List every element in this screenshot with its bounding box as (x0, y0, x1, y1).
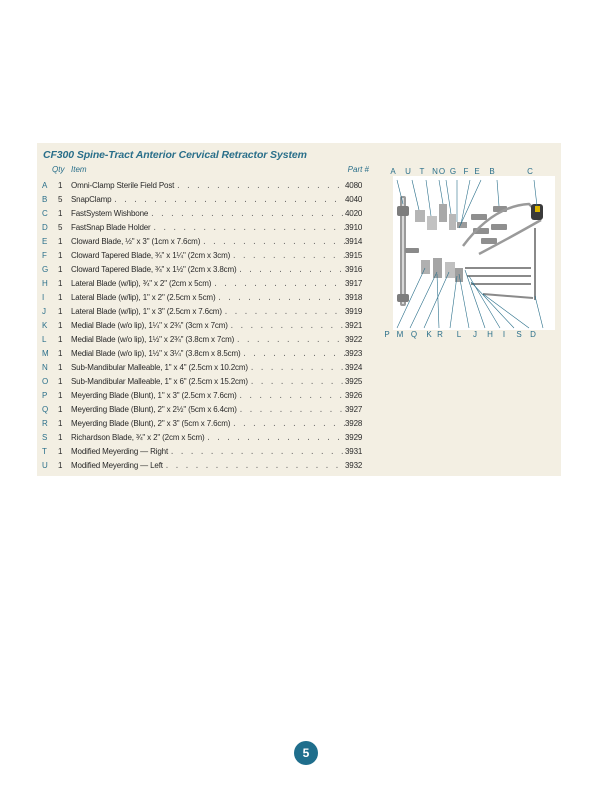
row-letter: I (42, 293, 45, 302)
table-row (37, 417, 369, 431)
table-row (37, 389, 369, 403)
row-item: Sub-Mandibular Malleable, 1" x 4" (2.5cm x 10.2cm) (71, 363, 248, 372)
dot-leader (232, 250, 345, 264)
callout-label: Q (410, 330, 418, 339)
row-part-number: 3918 (345, 293, 363, 302)
row-item: Meyerding Blade (Blunt), 1" x 3" (2.5cm x 7.6cm) (71, 391, 237, 400)
row-item: Meyerding Blade (Blunt), 2" x 3" (5cm x 7.6cm) (71, 419, 231, 428)
row-item: Medial Blade (w/o lip), 1¼" x 2¾" (3cm x 7cm) (71, 321, 228, 330)
callout-label: L (456, 330, 462, 339)
row-description (71, 235, 345, 250)
callout-label: P (384, 330, 390, 339)
table-row (37, 277, 369, 291)
dot-leader (243, 348, 345, 362)
row-part-number: 4080 (345, 181, 363, 190)
row-item: Modified Meyerding — Right (71, 447, 169, 456)
row-part-number: 3914 (345, 237, 363, 246)
row-letter: U (42, 461, 48, 470)
row-letter: M (42, 349, 49, 358)
row-qty: 1 (58, 349, 63, 358)
row-description (71, 249, 345, 264)
row-letter: D (42, 223, 48, 232)
row-description (71, 459, 345, 474)
row-qty: 1 (58, 237, 63, 246)
dot-leader (150, 208, 345, 222)
dot-leader (236, 334, 345, 348)
row-qty: 1 (58, 251, 63, 260)
row-description (71, 417, 345, 432)
dot-leader (239, 390, 345, 404)
row-qty: 1 (58, 433, 63, 442)
row-item: Omni-Clamp Sterile Field Post (71, 181, 175, 190)
table-row (37, 347, 369, 361)
row-description (71, 319, 345, 334)
callout-label: E (474, 167, 480, 176)
dot-leader (202, 236, 345, 250)
row-description (71, 347, 345, 362)
row-item: Modified Meyerding — Left (71, 461, 163, 470)
row-qty: 1 (58, 377, 63, 386)
row-letter: Q (42, 405, 49, 414)
row-description (71, 263, 345, 278)
row-part-number: 3916 (345, 265, 363, 274)
system-title: CF300 Spine-Tract Anterior Cervical Retractor System (43, 149, 307, 161)
row-item: Richardson Blade, ¾" x 2" (2cm x 5cm) (71, 433, 205, 442)
table-row (37, 375, 369, 389)
item-header: Item (71, 165, 87, 174)
row-part-number: 3931 (345, 447, 363, 456)
row-part-number: 3928 (345, 419, 363, 428)
table-row (37, 249, 369, 263)
table-row (37, 263, 369, 277)
dot-leader (230, 320, 345, 334)
row-letter: N (42, 363, 48, 372)
row-qty: 1 (58, 321, 63, 330)
table-row (37, 291, 369, 305)
dot-leader (224, 306, 345, 320)
row-part-number: 3915 (345, 251, 363, 260)
callout-label: K (426, 330, 432, 339)
row-item: Medial Blade (w/o lip), 1½" x 2¾" (3.8cm x 7cm) (71, 335, 235, 344)
row-part-number: 3922 (345, 335, 363, 344)
row-item: Medial Blade (w/o lip), 1½" x 3¼" (3.8cm x 8.5cm) (71, 349, 241, 358)
callout-label: M (396, 330, 404, 339)
qty-header: Qty (52, 165, 65, 174)
table-row (37, 235, 369, 249)
row-description (71, 305, 345, 320)
row-description (71, 333, 345, 348)
row-description (71, 179, 345, 194)
table-row (37, 179, 369, 193)
row-qty: 1 (58, 279, 63, 288)
row-item: Cloward Tapered Blade, ¾" x 1½" (2cm x 3.8cm) (71, 265, 237, 274)
row-item: Lateral Blade (w/lip), 1" x 2" (2.5cm x 5cm) (71, 293, 216, 302)
dot-leader (113, 194, 345, 208)
row-item: Meyerding Blade (Blunt), 2" x 2½" (5cm x 6.4cm) (71, 405, 237, 414)
row-letter: L (42, 335, 47, 344)
callout-label: F (463, 167, 469, 176)
row-item: Cloward Tapered Blade, ¾" x 1¼" (2cm x 3cm) (71, 251, 231, 260)
row-letter: R (42, 419, 48, 428)
row-qty: 1 (58, 265, 63, 274)
row-qty: 1 (58, 461, 63, 470)
row-description (71, 193, 345, 208)
row-item: Cloward Blade, ½" x 3" (1cm x 7.6cm) (71, 237, 201, 246)
row-letter: T (42, 447, 47, 456)
row-description (71, 375, 345, 390)
callout-label: R (437, 330, 443, 339)
dot-leader (213, 278, 345, 292)
row-part-number: 3910 (345, 223, 363, 232)
row-item: Sub-Mandibular Malleable, 1" x 6" (2.5cm x 15.2cm) (71, 377, 248, 386)
table-row (37, 207, 369, 221)
callout-label: C (527, 167, 533, 176)
part-header: Part # (347, 165, 369, 174)
row-letter: P (42, 391, 48, 400)
row-part-number: 3923 (345, 349, 363, 358)
row-description (71, 389, 345, 404)
table-row (37, 403, 369, 417)
row-qty: 5 (58, 195, 63, 204)
row-letter: H (42, 279, 48, 288)
row-description (71, 207, 345, 222)
row-part-number: 4020 (345, 209, 363, 218)
row-description (71, 431, 345, 446)
row-part-number: 3932 (345, 461, 363, 470)
row-qty: 1 (58, 293, 63, 302)
dot-leader (153, 222, 345, 236)
row-part-number: 3917 (345, 279, 363, 288)
row-part-number: 3929 (345, 433, 363, 442)
callout-label: J (473, 330, 477, 339)
row-part-number: 3926 (345, 391, 363, 400)
row-description (71, 361, 345, 376)
table-row (37, 361, 369, 375)
row-item: Lateral Blade (w/lip), ¾" x 2" (2cm x 5cm) (71, 279, 212, 288)
row-part-number: 4040 (345, 195, 363, 204)
row-part-number: 3921 (345, 321, 363, 330)
row-qty: 1 (58, 447, 63, 456)
row-letter: E (42, 237, 48, 246)
dot-leader (207, 432, 345, 446)
callout-label: I (502, 330, 506, 339)
dot-leader (170, 446, 345, 460)
row-letter: C (42, 209, 48, 218)
row-letter: G (42, 265, 49, 274)
table-row (37, 431, 369, 445)
row-item: FastSystem Wishbone (71, 209, 149, 218)
row-qty: 5 (58, 223, 63, 232)
table-row (37, 221, 369, 235)
row-qty: 1 (58, 363, 63, 372)
row-item: SnapClamp (71, 195, 112, 204)
row-letter: F (42, 251, 47, 260)
row-description (71, 277, 345, 292)
table-header (37, 165, 369, 177)
row-item: FastSnap Blade Holder (71, 223, 151, 232)
row-part-number: 3927 (345, 405, 363, 414)
row-letter: S (42, 433, 48, 442)
row-description (71, 403, 345, 418)
dot-leader (239, 264, 345, 278)
table-row (37, 333, 369, 347)
row-letter: K (42, 321, 48, 330)
callout-label: S (516, 330, 522, 339)
row-qty: 1 (58, 335, 63, 344)
table-row (37, 445, 369, 459)
callout-label: B (489, 167, 495, 176)
callout-label: G (449, 167, 457, 176)
row-letter: O (42, 377, 49, 386)
row-part-number: 3924 (345, 363, 363, 372)
row-part-number: 3919 (345, 307, 363, 316)
dot-leader (250, 376, 345, 390)
callout-label: U (405, 167, 411, 176)
callout-label: O (438, 167, 446, 176)
row-qty: 1 (58, 181, 63, 190)
row-qty: 1 (58, 307, 63, 316)
dot-leader (165, 460, 345, 474)
callout-label: T (419, 167, 425, 176)
row-qty: 1 (58, 419, 63, 428)
table-row (37, 319, 369, 333)
row-item: Lateral Blade (w/lip), 1" x 3" (2.5cm x 7.6cm) (71, 307, 222, 316)
row-qty: 1 (58, 209, 63, 218)
dot-leader (232, 418, 345, 432)
dot-leader (176, 180, 345, 194)
row-letter: B (42, 195, 48, 204)
table-row (37, 193, 369, 207)
row-qty: 1 (58, 391, 63, 400)
dot-leader (250, 362, 345, 376)
dot-leader (239, 404, 345, 418)
row-description (71, 221, 345, 236)
row-description (71, 445, 345, 460)
callout-label: N (432, 167, 438, 176)
callout-label: A (390, 167, 396, 176)
row-letter: J (42, 307, 46, 316)
row-qty: 1 (58, 405, 63, 414)
product-photo (393, 176, 555, 330)
row-letter: A (42, 181, 48, 190)
dot-leader (217, 292, 345, 306)
table-row (37, 459, 369, 473)
row-description (71, 291, 345, 306)
parts-table (37, 179, 369, 473)
table-row (37, 305, 369, 319)
row-part-number: 3925 (345, 377, 363, 386)
callout-label: D (530, 330, 536, 339)
callout-label: H (487, 330, 493, 339)
page-number-badge: 5 (294, 741, 318, 765)
